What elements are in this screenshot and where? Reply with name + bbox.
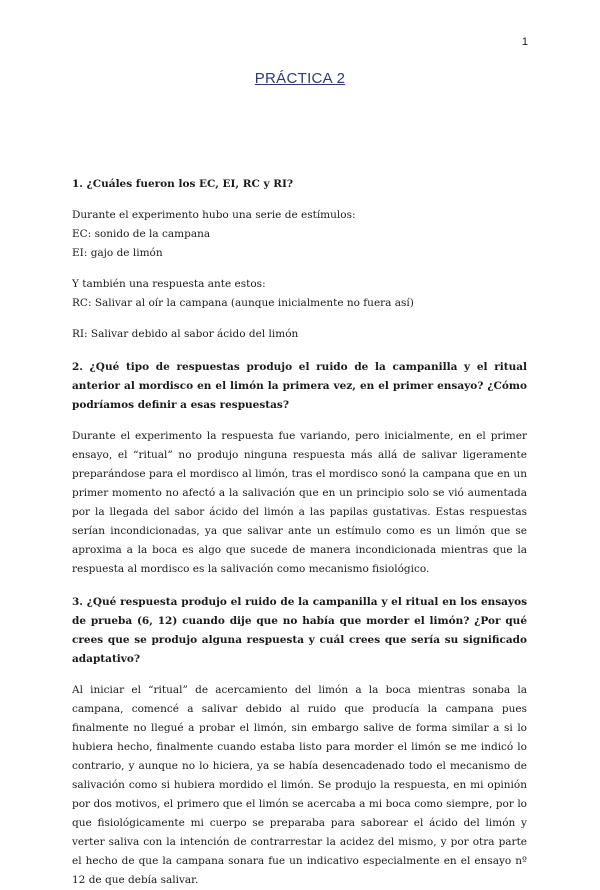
q1-intro2: Y también una respuesta ante estos: bbox=[72, 278, 266, 290]
q1-ei: EI: gajo de limón bbox=[72, 247, 163, 259]
q1-ri: RI: Salivar debido al sabor ácido del limón bbox=[72, 328, 299, 340]
q1-ec: EC: sonido de la campana bbox=[72, 228, 211, 240]
page-title: PRÁCTICA 2 bbox=[254, 70, 346, 87]
page-number: 1 bbox=[521, 36, 528, 48]
question-1: 1. ¿Cuáles fueron los EC, EI, RC y RI? bbox=[72, 178, 294, 190]
answer-3: Al iniciar el “ritual” de acercamiento del limón a la boca mientras sonaba la campana, comencé a salivar debido al ruido que producía la campana pues finalmente no llegué a probar el limón, sin embargo salive de forma similar a si lo hubiera hecho, finalmente cuando estaba listo para morder el limón se me indicó lo contrario, y aunque no lo hiciera, ya se había desencadenado todo el mecanismo de salivación como si hubiera mordido el limón. Se produjo la respuesta, en mi opinión por dos motivos, el primero que el limón se acercaba a mi boca como siempre, por lo que fisiológicamente mi cuerpo se preparaba para saborear el ácido del limón y verter saliva con la intención de contrarrestar la acidez del mismo, y por otra parte el hecho de que la campana sonara fue un indicativo especialmente en el ensayo nº 12 de que debía salivar. bbox=[72, 684, 527, 886]
q1-rc: RC: Salivar al oír la campana (aunque inicialmente no fuera así) bbox=[72, 297, 414, 309]
document-body bbox=[72, 175, 527, 890]
question-2: 2. ¿Qué tipo de respuestas produjo el ruido de la campanilla y el ritual anterior al mordisco en el limón la primera vez, en el primer ensayo? ¿Cómo podríamos definir a esas respuestas? bbox=[72, 361, 527, 411]
answer-2: Durante el experimento la respuesta fue variando, pero inicialmente, en el primer ensayo, el “ritual” no produjo ninguna respuesta más allá de salivar ligeramente preparándose para el mordisco al limón, tras el mordisco sonó la campana que en un primer momento no afectó a la salivación que en un principio solo se vió aumentada por la llegada del sabor ácido del limón a las papilas gustativas. Estas respuestas serían incondicionadas, ya que salivar ante un estímulo como es un limón que se aproxima a la boca es algo que sucede de manera incondicionada mientras que la respuesta al mordisco es la salivación como mecanismo fisiológico. bbox=[72, 430, 527, 575]
question-3: 3. ¿Qué respuesta produjo el ruido de la campanilla y el ritual en los ensayos de prueba (6, 12) cuando dije que no había que morder el limón? ¿Por qué crees que se produjo alguna respuesta y cuál crees que sería su significado adaptativo? bbox=[72, 596, 527, 665]
q1-intro: Durante el experimento hubo una serie de estímulos: bbox=[72, 209, 356, 221]
